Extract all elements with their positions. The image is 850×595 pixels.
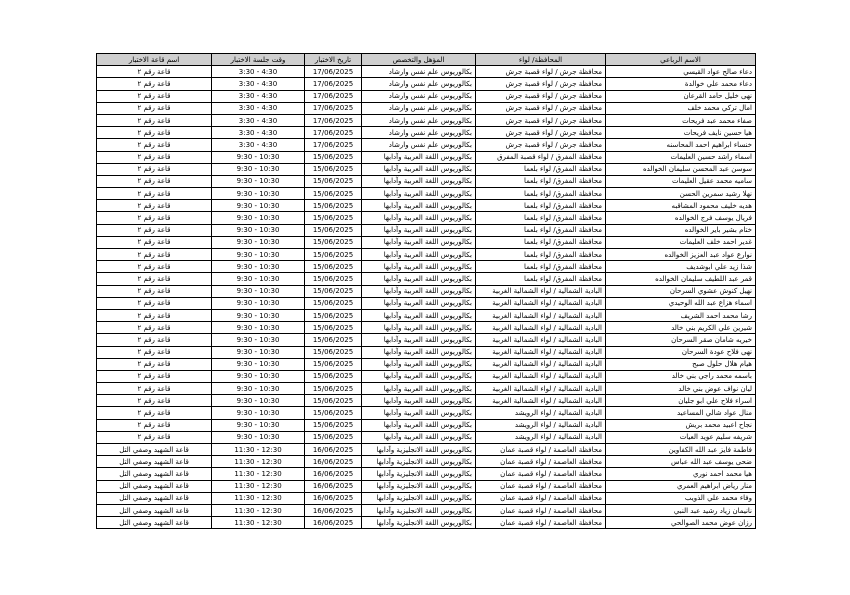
cell-hall: قاعة الشهيد وصفي التل bbox=[97, 517, 212, 529]
cell-session-time: 9:30 - 10:30 bbox=[212, 285, 305, 297]
cell-governorate: محافظة المفرق/ لواء بلعما bbox=[476, 212, 606, 224]
cell-governorate: البادية الشمالية / لواء الشمالية الغربية bbox=[476, 370, 606, 382]
cell-hall: قاعة رقم ٢ bbox=[97, 163, 212, 175]
table-row bbox=[97, 127, 756, 139]
cell-hall: قاعة رقم ٢ bbox=[97, 236, 212, 248]
cell-exam-date: 17/06/2025 bbox=[305, 114, 362, 126]
cell-qualification: بكالوريوس اللغة العربية وآدابها bbox=[362, 407, 476, 419]
cell-exam-date: 15/06/2025 bbox=[305, 273, 362, 285]
table-row bbox=[97, 395, 756, 407]
header-row bbox=[97, 54, 756, 66]
cell-session-time: 9:30 - 10:30 bbox=[212, 175, 305, 187]
table-row bbox=[97, 492, 756, 504]
cell-hall: قاعة رقم ٢ bbox=[97, 78, 212, 90]
cell-qualification: بكالوريوس اللغة العربية وآدابها bbox=[362, 261, 476, 273]
cell-qualification: بكالوريوس اللغة العربية وآدابها bbox=[362, 249, 476, 261]
cell-qualification: بكالوريوس اللغة العربية وآدابها bbox=[362, 285, 476, 297]
cell-exam-date: 15/06/2025 bbox=[305, 334, 362, 346]
cell-name: نهيل كنوش عشوي السرحان bbox=[606, 285, 756, 297]
cell-session-time: 9:30 - 10:30 bbox=[212, 297, 305, 309]
cell-session-time: 3:30 - 4:30 bbox=[212, 139, 305, 151]
table-row bbox=[97, 66, 756, 78]
cell-qualification: بكالوريوس علم نفس وارشاد bbox=[362, 66, 476, 78]
cell-qualification: بكالوريوس اللغة العربية وآدابها bbox=[362, 346, 476, 358]
cell-session-time: 9:30 - 10:30 bbox=[212, 334, 305, 346]
cell-session-time: 9:30 - 10:30 bbox=[212, 188, 305, 200]
cell-exam-date: 17/06/2025 bbox=[305, 127, 362, 139]
cell-hall: قاعة رقم ٢ bbox=[97, 175, 212, 187]
cell-hall: قاعة رقم ٢ bbox=[97, 212, 212, 224]
cell-exam-date: 16/06/2025 bbox=[305, 504, 362, 516]
cell-session-time: 9:30 - 10:30 bbox=[212, 322, 305, 334]
cell-qualification: بكالوريوس اللغة العربية وآدابها bbox=[362, 370, 476, 382]
cell-name: صفاء محمد عبد فريحات bbox=[606, 114, 756, 126]
cell-governorate: البادية الشمالية / لواء الشمالية الغربية bbox=[476, 285, 606, 297]
cell-governorate: البادية الشمالية / لواء الشمالية الغربية bbox=[476, 297, 606, 309]
cell-name: خنساء ابراهيم احمد المحاسنه bbox=[606, 139, 756, 151]
cell-qualification: بكالوريوس اللغة الانجليزية وآدابها bbox=[362, 456, 476, 468]
cell-governorate: محافظة المفرق/ لواء بلعما bbox=[476, 175, 606, 187]
cell-session-time: 9:30 - 10:30 bbox=[212, 358, 305, 370]
table-row bbox=[97, 273, 756, 285]
table-row bbox=[97, 297, 756, 309]
cell-name: دعاء محمد علي خوالدة bbox=[606, 78, 756, 90]
table-row bbox=[97, 322, 756, 334]
cell-qualification: بكالوريوس اللغة العربية وآدابها bbox=[362, 151, 476, 163]
table-row bbox=[97, 358, 756, 370]
cell-hall: قاعة رقم ٢ bbox=[97, 419, 212, 431]
cell-governorate: محافظة العاصمة / لواء قصبة عمان bbox=[476, 444, 606, 456]
cell-name: غدير احمد خلف العليمات bbox=[606, 236, 756, 248]
cell-qualification: بكالوريوس اللغة العربية وآدابها bbox=[362, 358, 476, 370]
cell-qualification: بكالوريوس اللغة الانجليزية وآدابها bbox=[362, 517, 476, 529]
cell-session-time: 3:30 - 4:30 bbox=[212, 90, 305, 102]
cell-hall: قاعة رقم ٢ bbox=[97, 431, 212, 443]
table-row bbox=[97, 309, 756, 321]
cell-exam-date: 15/06/2025 bbox=[305, 431, 362, 443]
cell-hall: قاعة رقم ٢ bbox=[97, 309, 212, 321]
cell-exam-date: 15/06/2025 bbox=[305, 309, 362, 321]
table-row bbox=[97, 200, 756, 212]
cell-session-time: 9:30 - 10:30 bbox=[212, 236, 305, 248]
cell-governorate: البادية الشمالية / لواء الرويشد bbox=[476, 419, 606, 431]
cell-qualification: بكالوريوس اللغة العربية وآدابها bbox=[362, 200, 476, 212]
cell-hall: قاعة رقم ٢ bbox=[97, 334, 212, 346]
cell-qualification: بكالوريوس اللغة العربية وآدابها bbox=[362, 322, 476, 334]
cell-name: باسمه محمد راجي بني خالد bbox=[606, 370, 756, 382]
cell-governorate: محافظة المفرق/ لواء بلعما bbox=[476, 163, 606, 175]
cell-qualification: بكالوريوس علم نفس وارشاد bbox=[362, 90, 476, 102]
table-row bbox=[97, 163, 756, 175]
cell-hall: قاعة رقم ٢ bbox=[97, 188, 212, 200]
cell-name: رزان عوض محمد الصوالحي bbox=[606, 517, 756, 529]
cell-hall: قاعة رقم ٢ bbox=[97, 200, 212, 212]
cell-name: ساميه محمد عقيل العليمات bbox=[606, 175, 756, 187]
cell-name: نهى خليل حامد القرعان bbox=[606, 90, 756, 102]
cell-name: فريال يوسف فرج الخوالده bbox=[606, 212, 756, 224]
cell-exam-date: 17/06/2025 bbox=[305, 139, 362, 151]
cell-session-time: 11:30 - 12:30 bbox=[212, 492, 305, 504]
header-governorate: المحافظة/ لواء bbox=[476, 54, 606, 66]
cell-exam-date: 15/06/2025 bbox=[305, 224, 362, 236]
cell-exam-date: 16/06/2025 bbox=[305, 517, 362, 529]
cell-hall: قاعة رقم ٢ bbox=[97, 90, 212, 102]
table-row bbox=[97, 444, 756, 456]
cell-exam-date: 15/06/2025 bbox=[305, 236, 362, 248]
cell-hall: قاعة الشهيد وصفي التل bbox=[97, 492, 212, 504]
exam-schedule-table bbox=[96, 53, 756, 529]
cell-qualification: بكالوريوس اللغة العربية وآدابها bbox=[362, 395, 476, 407]
table-row bbox=[97, 102, 756, 114]
cell-exam-date: 15/06/2025 bbox=[305, 188, 362, 200]
cell-governorate: محافظة جرش / لواء قصبة جرش bbox=[476, 114, 606, 126]
cell-qualification: بكالوريوس اللغة العربية وآدابها bbox=[362, 188, 476, 200]
table-row bbox=[97, 383, 756, 395]
cell-governorate: محافظة جرش / لواء قصبة جرش bbox=[476, 66, 606, 78]
cell-name: اسماء هزاع عبد الله الوحيدي bbox=[606, 297, 756, 309]
table-row bbox=[97, 224, 756, 236]
cell-governorate: محافظة المفرق/ لواء بلعما bbox=[476, 273, 606, 285]
cell-name: وفاء محمد علي الذويب bbox=[606, 492, 756, 504]
cell-name: شذا زيد علي ابوشديف bbox=[606, 261, 756, 273]
cell-session-time: 9:30 - 10:30 bbox=[212, 370, 305, 382]
cell-hall: قاعة رقم ٢ bbox=[97, 285, 212, 297]
cell-name: منار رياض ابراهيم العمري bbox=[606, 480, 756, 492]
cell-exam-date: 16/06/2025 bbox=[305, 468, 362, 480]
cell-exam-date: 16/06/2025 bbox=[305, 492, 362, 504]
cell-hall: قاعة الشهيد وصفي التل bbox=[97, 456, 212, 468]
cell-name: نهلا رشيد سمرين الحسن bbox=[606, 188, 756, 200]
cell-governorate: البادية الشمالية / لواء الشمالية الغربية bbox=[476, 309, 606, 321]
table-row bbox=[97, 370, 756, 382]
cell-governorate: محافظة المفرق/ لواء بلعما bbox=[476, 261, 606, 273]
cell-session-time: 9:30 - 10:30 bbox=[212, 309, 305, 321]
cell-hall: قاعة رقم ٢ bbox=[97, 395, 212, 407]
cell-qualification: بكالوريوس علم نفس وارشاد bbox=[362, 102, 476, 114]
header-exam-date: تاريخ الاختبار bbox=[305, 54, 362, 66]
cell-name: هيا حسين نايف فريحات bbox=[606, 127, 756, 139]
cell-governorate: محافظة جرش / لواء قصبة جرش bbox=[476, 78, 606, 90]
table-row bbox=[97, 151, 756, 163]
cell-hall: قاعة رقم ٢ bbox=[97, 224, 212, 236]
cell-hall: قاعة رقم ٢ bbox=[97, 139, 212, 151]
cell-session-time: 11:30 - 12:30 bbox=[212, 456, 305, 468]
cell-exam-date: 15/06/2025 bbox=[305, 285, 362, 297]
table-row bbox=[97, 249, 756, 261]
cell-exam-date: 15/06/2025 bbox=[305, 395, 362, 407]
cell-session-time: 9:30 - 10:30 bbox=[212, 346, 305, 358]
table-row bbox=[97, 139, 756, 151]
cell-hall: قاعة رقم ٢ bbox=[97, 66, 212, 78]
cell-name: نوارع عواد عبد العزيز الخوالده bbox=[606, 249, 756, 261]
header-name: الاسم الرباعي bbox=[606, 54, 756, 66]
cell-qualification: بكالوريوس اللغة الانجليزية وآدابها bbox=[362, 468, 476, 480]
cell-session-time: 9:30 - 10:30 bbox=[212, 151, 305, 163]
cell-name: اسماء راشد حسين العليمات bbox=[606, 151, 756, 163]
cell-qualification: بكالوريوس اللغة العربية وآدابها bbox=[362, 224, 476, 236]
cell-qualification: بكالوريوس اللغة العربية وآدابها bbox=[362, 273, 476, 285]
cell-governorate: محافظة جرش / لواء قصبة جرش bbox=[476, 90, 606, 102]
cell-governorate: محافظة العاصمة / لواء قصبة عمان bbox=[476, 517, 606, 529]
cell-governorate: محافظة العاصمة / لواء قصبة عمان bbox=[476, 492, 606, 504]
cell-name: سوسن عبد المحسن سليمان الخوالده bbox=[606, 163, 756, 175]
table-row bbox=[97, 346, 756, 358]
cell-governorate: محافظة العاصمة / لواء قصبة عمان bbox=[476, 456, 606, 468]
cell-qualification: بكالوريوس علم نفس وارشاد bbox=[362, 139, 476, 151]
cell-qualification: بكالوريوس اللغة العربية وآدابها bbox=[362, 383, 476, 395]
cell-governorate: محافظة المفرق/ لواء بلعما bbox=[476, 200, 606, 212]
cell-governorate: البادية الشمالية / لواء الرويشد bbox=[476, 431, 606, 443]
cell-hall: قاعة رقم ٢ bbox=[97, 346, 212, 358]
cell-governorate: محافظة المفرق/ لواء بلعما bbox=[476, 224, 606, 236]
cell-name: فاطمة فايز عبد الله الكفاوين bbox=[606, 444, 756, 456]
cell-qualification: بكالوريوس اللغة الانجليزية وآدابها bbox=[362, 504, 476, 516]
cell-exam-date: 15/06/2025 bbox=[305, 346, 362, 358]
cell-name: قمر عبد اللطيف سليمان الخوالده bbox=[606, 273, 756, 285]
cell-governorate: محافظة جرش / لواء قصبة جرش bbox=[476, 102, 606, 114]
cell-qualification: بكالوريوس علم نفس وارشاد bbox=[362, 114, 476, 126]
cell-hall: قاعة رقم ٢ bbox=[97, 102, 212, 114]
cell-governorate: البادية الشمالية / لواء الشمالية الغربية bbox=[476, 383, 606, 395]
cell-name: هيام هلال حلول صبح bbox=[606, 358, 756, 370]
cell-session-time: 3:30 - 4:30 bbox=[212, 66, 305, 78]
cell-governorate: محافظة المفرق / لواء قصبة المفرق bbox=[476, 151, 606, 163]
cell-governorate: البادية الشمالية / لواء الشمالية الغربية bbox=[476, 334, 606, 346]
cell-session-time: 9:30 - 10:30 bbox=[212, 212, 305, 224]
cell-exam-date: 15/06/2025 bbox=[305, 151, 362, 163]
cell-session-time: 9:30 - 10:30 bbox=[212, 200, 305, 212]
table-row bbox=[97, 517, 756, 529]
exam-schedule-sheet bbox=[96, 53, 755, 529]
cell-session-time: 9:30 - 10:30 bbox=[212, 383, 305, 395]
cell-name: نهى فلاح عودة السرحان bbox=[606, 346, 756, 358]
cell-qualification: بكالوريوس اللغة العربية وآدابها bbox=[362, 431, 476, 443]
cell-exam-date: 17/06/2025 bbox=[305, 78, 362, 90]
cell-exam-date: 15/06/2025 bbox=[305, 249, 362, 261]
table-row bbox=[97, 78, 756, 90]
table-row bbox=[97, 468, 756, 480]
cell-session-time: 9:30 - 10:30 bbox=[212, 395, 305, 407]
cell-exam-date: 15/06/2025 bbox=[305, 175, 362, 187]
table-row bbox=[97, 334, 756, 346]
cell-exam-date: 17/06/2025 bbox=[305, 66, 362, 78]
cell-qualification: بكالوريوس اللغة العربية وآدابها bbox=[362, 236, 476, 248]
cell-hall: قاعة الشهيد وصفي التل bbox=[97, 480, 212, 492]
cell-name: منال عواد شالي المساعيد bbox=[606, 407, 756, 419]
cell-exam-date: 15/06/2025 bbox=[305, 407, 362, 419]
cell-exam-date: 17/06/2025 bbox=[305, 102, 362, 114]
cell-exam-date: 15/06/2025 bbox=[305, 297, 362, 309]
cell-session-time: 9:30 - 10:30 bbox=[212, 431, 305, 443]
table-row bbox=[97, 175, 756, 187]
cell-governorate: محافظة العاصمة / لواء قصبة عمان bbox=[476, 504, 606, 516]
cell-qualification: بكالوريوس اللغة الانجليزية وآدابها bbox=[362, 492, 476, 504]
cell-session-time: 9:30 - 10:30 bbox=[212, 273, 305, 285]
cell-name: شريفه سليم عويد العيات bbox=[606, 431, 756, 443]
cell-governorate: محافظة المفرق/ لواء بلعما bbox=[476, 188, 606, 200]
table-row bbox=[97, 285, 756, 297]
cell-name: ضحى يوسف عبد الله عباس bbox=[606, 456, 756, 468]
cell-qualification: بكالوريوس اللغة العربية وآدابها bbox=[362, 419, 476, 431]
table-row bbox=[97, 431, 756, 443]
cell-name: خيريه شامان صقر السرحان bbox=[606, 334, 756, 346]
cell-governorate: محافظة المفرق/ لواء بلعما bbox=[476, 236, 606, 248]
cell-name: شيرين علي الكريم بني خالد bbox=[606, 322, 756, 334]
cell-session-time: 9:30 - 10:30 bbox=[212, 407, 305, 419]
table-row bbox=[97, 188, 756, 200]
table-row bbox=[97, 212, 756, 224]
cell-session-time: 3:30 - 4:30 bbox=[212, 114, 305, 126]
cell-exam-date: 15/06/2025 bbox=[305, 322, 362, 334]
cell-hall: قاعة الشهيد وصفي التل bbox=[97, 444, 212, 456]
table-row bbox=[97, 407, 756, 419]
cell-session-time: 9:30 - 10:30 bbox=[212, 163, 305, 175]
cell-hall: قاعة الشهيد وصفي التل bbox=[97, 504, 212, 516]
cell-hall: قاعة رقم ٢ bbox=[97, 297, 212, 309]
cell-qualification: بكالوريوس اللغة العربية وآدابها bbox=[362, 175, 476, 187]
cell-hall: قاعة رقم ٢ bbox=[97, 370, 212, 382]
cell-qualification: بكالوريوس اللغة العربية وآدابها bbox=[362, 212, 476, 224]
cell-session-time: 3:30 - 4:30 bbox=[212, 102, 305, 114]
cell-exam-date: 15/06/2025 bbox=[305, 383, 362, 395]
table-row bbox=[97, 480, 756, 492]
cell-name: دعاء صالح عواد القيسي bbox=[606, 66, 756, 78]
cell-name: نانيمان زياد رشيد عبد النبي bbox=[606, 504, 756, 516]
cell-hall: قاعة رقم ٢ bbox=[97, 127, 212, 139]
cell-name: هيا محمد احمد نوري bbox=[606, 468, 756, 480]
cell-hall: قاعة رقم ٢ bbox=[97, 322, 212, 334]
cell-exam-date: 16/06/2025 bbox=[305, 456, 362, 468]
cell-governorate: البادية الشمالية / لواء الشمالية الغربية bbox=[476, 346, 606, 358]
cell-governorate: محافظة العاصمة / لواء قصبة عمان bbox=[476, 468, 606, 480]
header-session-time: وقت جلسة الاختبار bbox=[212, 54, 305, 66]
cell-name: ختام بشير باير الخوالده bbox=[606, 224, 756, 236]
cell-hall: قاعة رقم ٢ bbox=[97, 114, 212, 126]
cell-governorate: البادية الشمالية / لواء الشمالية الغربية bbox=[476, 358, 606, 370]
cell-exam-date: 15/06/2025 bbox=[305, 163, 362, 175]
cell-session-time: 11:30 - 12:30 bbox=[212, 480, 305, 492]
cell-hall: قاعة رقم ٢ bbox=[97, 261, 212, 273]
cell-qualification: بكالوريوس اللغة الانجليزية وآدابها bbox=[362, 444, 476, 456]
cell-hall: قاعة رقم ٢ bbox=[97, 273, 212, 285]
cell-session-time: 11:30 - 12:30 bbox=[212, 444, 305, 456]
cell-hall: قاعة الشهيد وصفي التل bbox=[97, 468, 212, 480]
header-hall: اسم قاعة الاختبار bbox=[97, 54, 212, 66]
table-row bbox=[97, 236, 756, 248]
cell-session-time: 9:30 - 10:30 bbox=[212, 419, 305, 431]
cell-exam-date: 15/06/2025 bbox=[305, 261, 362, 273]
cell-hall: قاعة رقم ٢ bbox=[97, 151, 212, 163]
cell-hall: قاعة رقم ٢ bbox=[97, 358, 212, 370]
cell-governorate: محافظة العاصمة / لواء قصبة عمان bbox=[476, 480, 606, 492]
cell-qualification: بكالوريوس اللغة الانجليزية وآدابها bbox=[362, 480, 476, 492]
cell-session-time: 11:30 - 12:30 bbox=[212, 517, 305, 529]
cell-qualification: بكالوريوس اللغة العربية وآدابها bbox=[362, 163, 476, 175]
cell-session-time: 9:30 - 10:30 bbox=[212, 249, 305, 261]
cell-exam-date: 15/06/2025 bbox=[305, 212, 362, 224]
cell-name: رشا محمد احمد الشريف bbox=[606, 309, 756, 321]
table-row bbox=[97, 504, 756, 516]
cell-governorate: محافظة جرش / لواء قصبة جرش bbox=[476, 139, 606, 151]
cell-governorate: البادية الشمالية / لواء الشمالية الغربية bbox=[476, 395, 606, 407]
cell-qualification: بكالوريوس علم نفس وارشاد bbox=[362, 127, 476, 139]
cell-exam-date: 17/06/2025 bbox=[305, 90, 362, 102]
cell-name: امال تركي محمد خلف bbox=[606, 102, 756, 114]
table-row bbox=[97, 456, 756, 468]
cell-governorate: البادية الشمالية / لواء الرويشد bbox=[476, 407, 606, 419]
table-row bbox=[97, 261, 756, 273]
cell-session-time: 9:30 - 10:30 bbox=[212, 261, 305, 273]
cell-governorate: محافظة جرش / لواء قصبة جرش bbox=[476, 127, 606, 139]
cell-name: هديه خليف محمود المشاقبه bbox=[606, 200, 756, 212]
cell-session-time: 9:30 - 10:30 bbox=[212, 224, 305, 236]
cell-name: نجاح اعبيد محمد بريش bbox=[606, 419, 756, 431]
cell-session-time: 3:30 - 4:30 bbox=[212, 78, 305, 90]
cell-exam-date: 16/06/2025 bbox=[305, 480, 362, 492]
header-qualification: المؤهل والتخصص bbox=[362, 54, 476, 66]
cell-qualification: بكالوريوس اللغة العربية وآدابها bbox=[362, 309, 476, 321]
cell-exam-date: 15/06/2025 bbox=[305, 370, 362, 382]
cell-hall: قاعة رقم ٢ bbox=[97, 407, 212, 419]
cell-exam-date: 16/06/2025 bbox=[305, 444, 362, 456]
cell-session-time: 3:30 - 4:30 bbox=[212, 127, 305, 139]
cell-session-time: 11:30 - 12:30 bbox=[212, 468, 305, 480]
cell-session-time: 11:30 - 12:30 bbox=[212, 504, 305, 516]
cell-name: ليان نواف عوض بني خالد bbox=[606, 383, 756, 395]
cell-governorate: البادية الشمالية / لواء الشمالية الغربية bbox=[476, 322, 606, 334]
table-row bbox=[97, 114, 756, 126]
cell-hall: قاعة رقم ٢ bbox=[97, 383, 212, 395]
cell-qualification: بكالوريوس اللغة العربية وآدابها bbox=[362, 297, 476, 309]
cell-name: اسراء فلاح علي ابو جليان bbox=[606, 395, 756, 407]
cell-hall: قاعة رقم ٢ bbox=[97, 249, 212, 261]
cell-qualification: بكالوريوس اللغة العربية وآدابها bbox=[362, 334, 476, 346]
cell-exam-date: 15/06/2025 bbox=[305, 419, 362, 431]
cell-exam-date: 15/06/2025 bbox=[305, 200, 362, 212]
cell-governorate: محافظة المفرق/ لواء بلعما bbox=[476, 249, 606, 261]
table-row bbox=[97, 419, 756, 431]
table-row bbox=[97, 90, 756, 102]
cell-qualification: بكالوريوس علم نفس وارشاد bbox=[362, 78, 476, 90]
cell-exam-date: 15/06/2025 bbox=[305, 358, 362, 370]
